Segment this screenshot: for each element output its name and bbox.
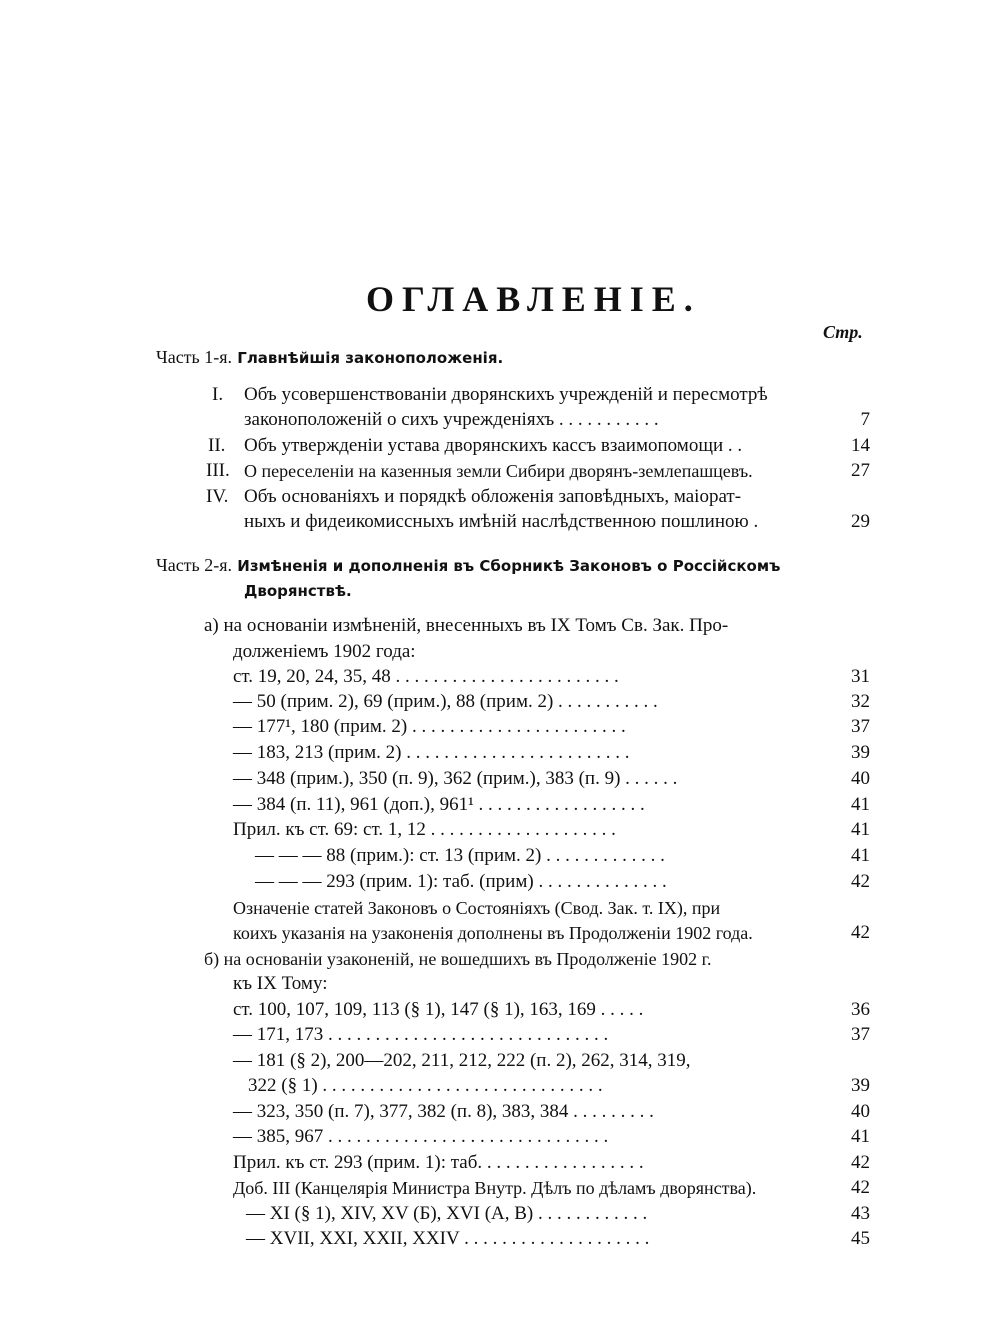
- section-b-entry: 322 (§ 1) . . . . . . . . . . . . . . . . . . . . . . . . . . . . . .: [248, 1075, 603, 1096]
- section-a-entry-page: 32: [851, 691, 870, 712]
- section-b-entry: — XVII, XXI, XXII, XXIV . . . . . . . . . . . . . . . . . . . .: [246, 1228, 650, 1249]
- section-b-line1: б) на основаніи узаконеній, не вошедшихъ въ Продолженіе 1902 г.: [204, 949, 712, 969]
- toc-item-3-page: 27: [851, 460, 870, 481]
- section-b-entry: — 181 (§ 2), 200—202, 211, 212, 222 (п. 2), 262, 314, 319,: [233, 1050, 691, 1071]
- toc-item-1-line2: законоположеній о сихъ учрежденіяхъ . . . . . . . . . . .: [244, 409, 659, 430]
- section-b-entry: Доб. III (Канцелярія Министра Внутр. Дѣлъ по дѣламъ дворянства).: [233, 1178, 757, 1198]
- section-a-entry: — 384 (п. 11), 961 (доп.), 961¹ . . . . . . . . . . . . . . . . . .: [233, 794, 645, 815]
- part1-title: Главнѣйшія законоположенія.: [237, 349, 504, 367]
- part1-label: Часть 1-я.: [156, 347, 233, 367]
- section-b-entry-page: 39: [851, 1075, 870, 1096]
- section-b-entry: — 171, 173 . . . . . . . . . . . . . . . . . . . . . . . . . . . . . .: [233, 1024, 609, 1045]
- section-b-entry-page: 42: [851, 1152, 870, 1173]
- section-a-line1: а) на основаніи измѣненій, внесенныхъ въ IX Томъ Св. Зак. Про-: [204, 615, 729, 636]
- section-a-entry: — — — 88 (прим.): ст. 13 (прим. 2) . . . . . . . . . . . . .: [255, 845, 665, 866]
- section-b-entry: ст. 100, 107, 109, 113 (§ 1), 147 (§ 1), 163, 169 . . . . .: [233, 999, 644, 1020]
- page-column-label: Стр.: [823, 322, 863, 342]
- toc-item-1-num: I.: [212, 384, 224, 405]
- toc-item-3-num: III.: [206, 460, 230, 481]
- section-a-entry: — — — 293 (прим. 1): таб. (прим) . . . . . . . . . . . . . .: [255, 871, 667, 892]
- toc-item-1-page: 7: [860, 409, 870, 430]
- section-b-entry-page: 42: [851, 1177, 870, 1198]
- section-a-entry-page: 40: [851, 768, 870, 789]
- section-a-line2: долженіемъ 1902 года:: [233, 641, 416, 662]
- toc-item-4-page: 29: [851, 511, 870, 532]
- section-b-entry-page: 43: [851, 1203, 870, 1224]
- section-a-entry-page: 42: [851, 871, 870, 892]
- part2-label: Часть 2-я.: [156, 555, 233, 575]
- toc-item-4-num: IV.: [206, 486, 229, 507]
- part2-title-line2: Дворянствѣ.: [244, 582, 352, 600]
- section-a-entry: — 348 (прим.), 350 (п. 9), 362 (прим.), 383 (п. 9) . . . . . .: [233, 768, 678, 789]
- section-a-entry: — 50 (прим. 2), 69 (прим.), 88 (прим. 2) . . . . . . . . . . .: [233, 691, 658, 712]
- toc-item-4-line2: ныхъ и фидеикомиссныхъ имѣній наслѣдственною пошлиною .: [244, 511, 759, 532]
- toc-item-4-line1: Объ основаніяхъ и порядкѣ обложенія заповѣдныхъ, маіорат-: [244, 486, 742, 507]
- toc-item-2-line1: Объ утвержденіи устава дворянскихъ кассъ взаимопомощи . .: [244, 435, 743, 456]
- section-a-entry: — 183, 213 (прим. 2) . . . . . . . . . . . . . . . . . . . . . . . .: [233, 742, 630, 763]
- toc-item-2-num: II.: [208, 435, 226, 456]
- page-title: ОГЛАВЛЕНІЕ.: [366, 279, 701, 319]
- part1-heading: [156, 347, 503, 368]
- section-a-entry-page: 37: [851, 716, 870, 737]
- toc-item-1-line1: Объ усовершенствованіи дворянскихъ учрежденій и пересмотрѣ: [244, 384, 768, 405]
- section-b-entry: Прил. къ ст. 293 (прим. 1): таб. . . . . . . . . . . . . . . . . .: [233, 1152, 644, 1173]
- section-a-entry-page: 39: [851, 742, 870, 763]
- section-a-note-line1: Означеніе статей Законовъ о Состояніяхъ (Свод. Зак. т. IX), при: [233, 898, 721, 918]
- section-a-entry: ст. 19, 20, 24, 35, 48 . . . . . . . . . . . . . . . . . . . . . . . .: [233, 666, 619, 687]
- section-b-entry-page: 41: [851, 1126, 870, 1147]
- section-a-entry-page: 41: [851, 845, 870, 866]
- section-a-entry: — 177¹, 180 (прим. 2) . . . . . . . . . . . . . . . . . . . . . . .: [233, 716, 626, 737]
- toc-item-2-page: 14: [851, 435, 870, 456]
- section-b-entry-page: 40: [851, 1101, 870, 1122]
- section-a-entry: Прил. къ ст. 69: ст. 1, 12 . . . . . . . . . . . . . . . . . . . .: [233, 819, 616, 840]
- section-b-entry: — 385, 967 . . . . . . . . . . . . . . . . . . . . . . . . . . . . . .: [233, 1126, 609, 1147]
- section-a-note-page: 42: [851, 922, 870, 943]
- section-a-entry-page: 41: [851, 819, 870, 840]
- section-b-entry-page: 45: [851, 1228, 870, 1249]
- toc-item-3-line1: О переселеніи на казенныя земли Сибири дворянъ-землепашцевъ.: [244, 461, 753, 481]
- section-a-entry-page: 31: [851, 666, 870, 687]
- section-b-entry: — 323, 350 (п. 7), 377, 382 (п. 8), 383, 384 . . . . . . . . .: [233, 1101, 654, 1122]
- part2-title-line1: Измѣненія и дополненія въ Сборникѣ Законовъ о Россійскомъ: [237, 557, 781, 575]
- section-b-entry-page: 36: [851, 999, 870, 1020]
- section-b-line2: къ IX Тому:: [233, 973, 328, 994]
- section-a-entry-page: 41: [851, 794, 870, 815]
- section-b-entry: — XI (§ 1), XIV, XV (Б), XVI (А, В) . . . . . . . . . . . .: [246, 1203, 648, 1224]
- section-b-entry-page: 37: [851, 1024, 870, 1045]
- section-a-note-line2: коихъ указанія на узаконенія дополнены въ Продолженіи 1902 года.: [233, 923, 753, 943]
- part2-heading: [156, 555, 780, 576]
